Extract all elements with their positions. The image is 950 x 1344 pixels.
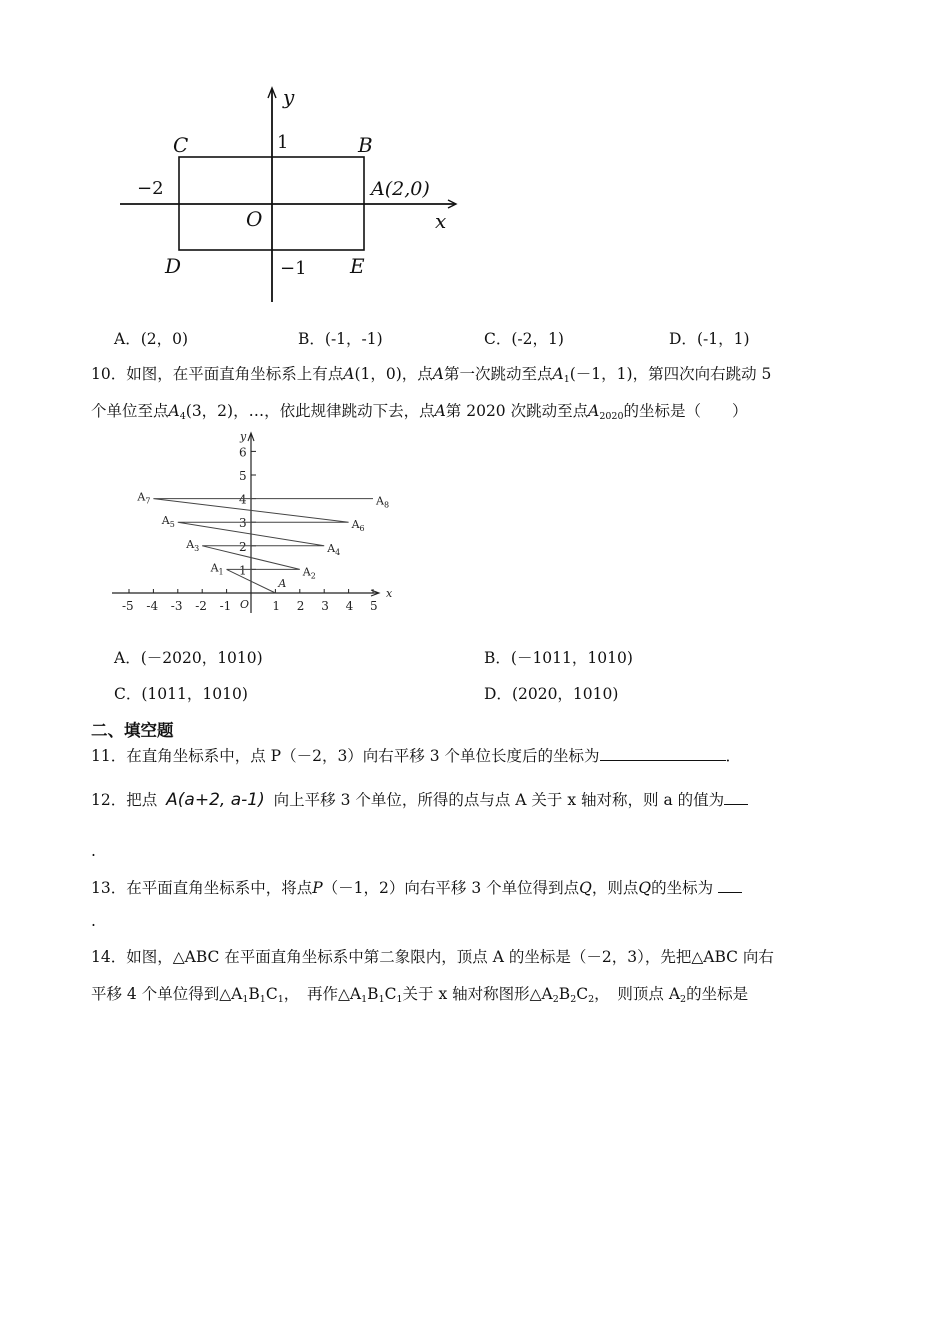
point-label-a6: $A_6$ [351,518,365,534]
x-tick-label: -2 [195,599,207,613]
q12-end: . [91,842,96,860]
x-tick-label: -1 [219,599,232,613]
q9-figure [115,82,465,307]
q13-end: . [91,912,96,930]
y-tick-label: 1 [239,563,247,578]
point-label-a7: $A_7$ [137,490,151,506]
label-c: C [173,133,189,157]
q13-text: 13．在平面直角坐标系中，将点P（－1，2）向右平移 3 个单位得到点Q，则点Q的坐标为 [91,876,742,898]
x-tick-label: -3 [170,599,183,613]
q12-answer-blank[interactable] [724,788,748,805]
label-b: B [358,133,373,157]
q10-figure [108,428,408,618]
x-tick-label: 1 [272,599,281,613]
y-tick-label: 2 [239,539,247,554]
q9-option-b[interactable]: B．(-1，-1) [298,330,383,348]
q12-text: 12．把点 A(a+2, a-1) 向上平移 3 个单位，所得的点与点 A 关于 x 轴对称，则 a 的值为 [91,788,748,810]
x-axis-label: x [435,209,447,233]
point-label-a: A [278,577,287,590]
y-axis-label: y [283,85,295,109]
q10-line2: 个单位至点$A_4(3$，2)，…，依此规律跳动下去，点A第 2020 次跳动至点$A_{2020}$的坐标是（ ） [91,402,748,422]
q10-line1: 10．如图，在平面直角坐标系上有点A(1，0)，点A第一次跳动至点$A_1(-1$，1)，第四次向右跳动 5 [91,365,772,385]
origin-label: O [240,598,250,611]
label-a: A(2,0) [371,178,430,200]
q10-option-b[interactable]: B．(－1011，1010) [484,649,633,667]
y-tick-label: 3 [239,516,247,531]
x-tick-label: 2 [296,599,305,613]
point-label-a3: $A_3$ [186,537,200,553]
q10-option-d[interactable]: D．(2020，1010) [484,685,619,703]
point-label-a4: $A_4$ [327,541,341,557]
q10-option-a[interactable]: A．(－2020，1010) [114,649,263,667]
q9-option-a[interactable]: A．(2，0) [114,330,189,348]
q9-option-c[interactable]: C．(-2，1) [484,330,564,348]
point-label-a5: $A_5$ [161,514,175,530]
label-d: D [165,254,182,278]
x-axis-label: x [386,587,393,600]
label-e: E [350,254,365,278]
q10-option-c[interactable]: C．(1011，1010) [114,685,248,703]
x-tick-label: 3 [321,599,329,613]
x-tick-label: 5 [370,599,378,613]
point-label-a1: $A_1$ [210,561,224,577]
y-tick-label: 5 [239,469,247,483]
tick-1: 1 [277,132,289,153]
q12-formula: A(a+2, a-1) [166,790,265,810]
y-tick-label: 4 [239,492,247,507]
q14-line1: 14．如图，△ABC 在平面直角坐标系中第二象限内，顶点 A 的坐标是（－2，3），先把△ABC 向右 [91,948,774,966]
point-label-a2: $A_2$ [302,565,316,581]
y-tick-label: 6 [239,445,247,460]
x-tick-label: -5 [122,599,134,613]
section-heading-fill-in: 二、填空题 [91,721,174,740]
x-tick-label: -4 [146,599,159,613]
x-tick-label: 4 [345,599,354,613]
q9-option-d[interactable]: D．(-1，1) [669,330,750,348]
q14-line2: 平移 4 个单位得到$\triangle A_1B_1C_1$， 再作$\triangle A_1B_1C_1$关于 x 轴对称图形$\triangle A_2B_2C_2$， 则顶点 $A_2$的坐标是 [91,985,749,1005]
q11-text: 11．在直角坐标系中，点 P（－2，3）向右平移 3 个单位长度后的坐标为 ． [91,744,741,766]
point-label-a8: $A_8$ [376,494,390,510]
tick-neg2: −2 [137,178,164,199]
q11-answer-blank[interactable] [600,744,726,761]
origin-label: O [246,207,263,231]
y-axis-label: y [240,430,247,443]
q13-answer-blank[interactable] [718,876,742,893]
tick-neg1: −1 [280,258,307,279]
